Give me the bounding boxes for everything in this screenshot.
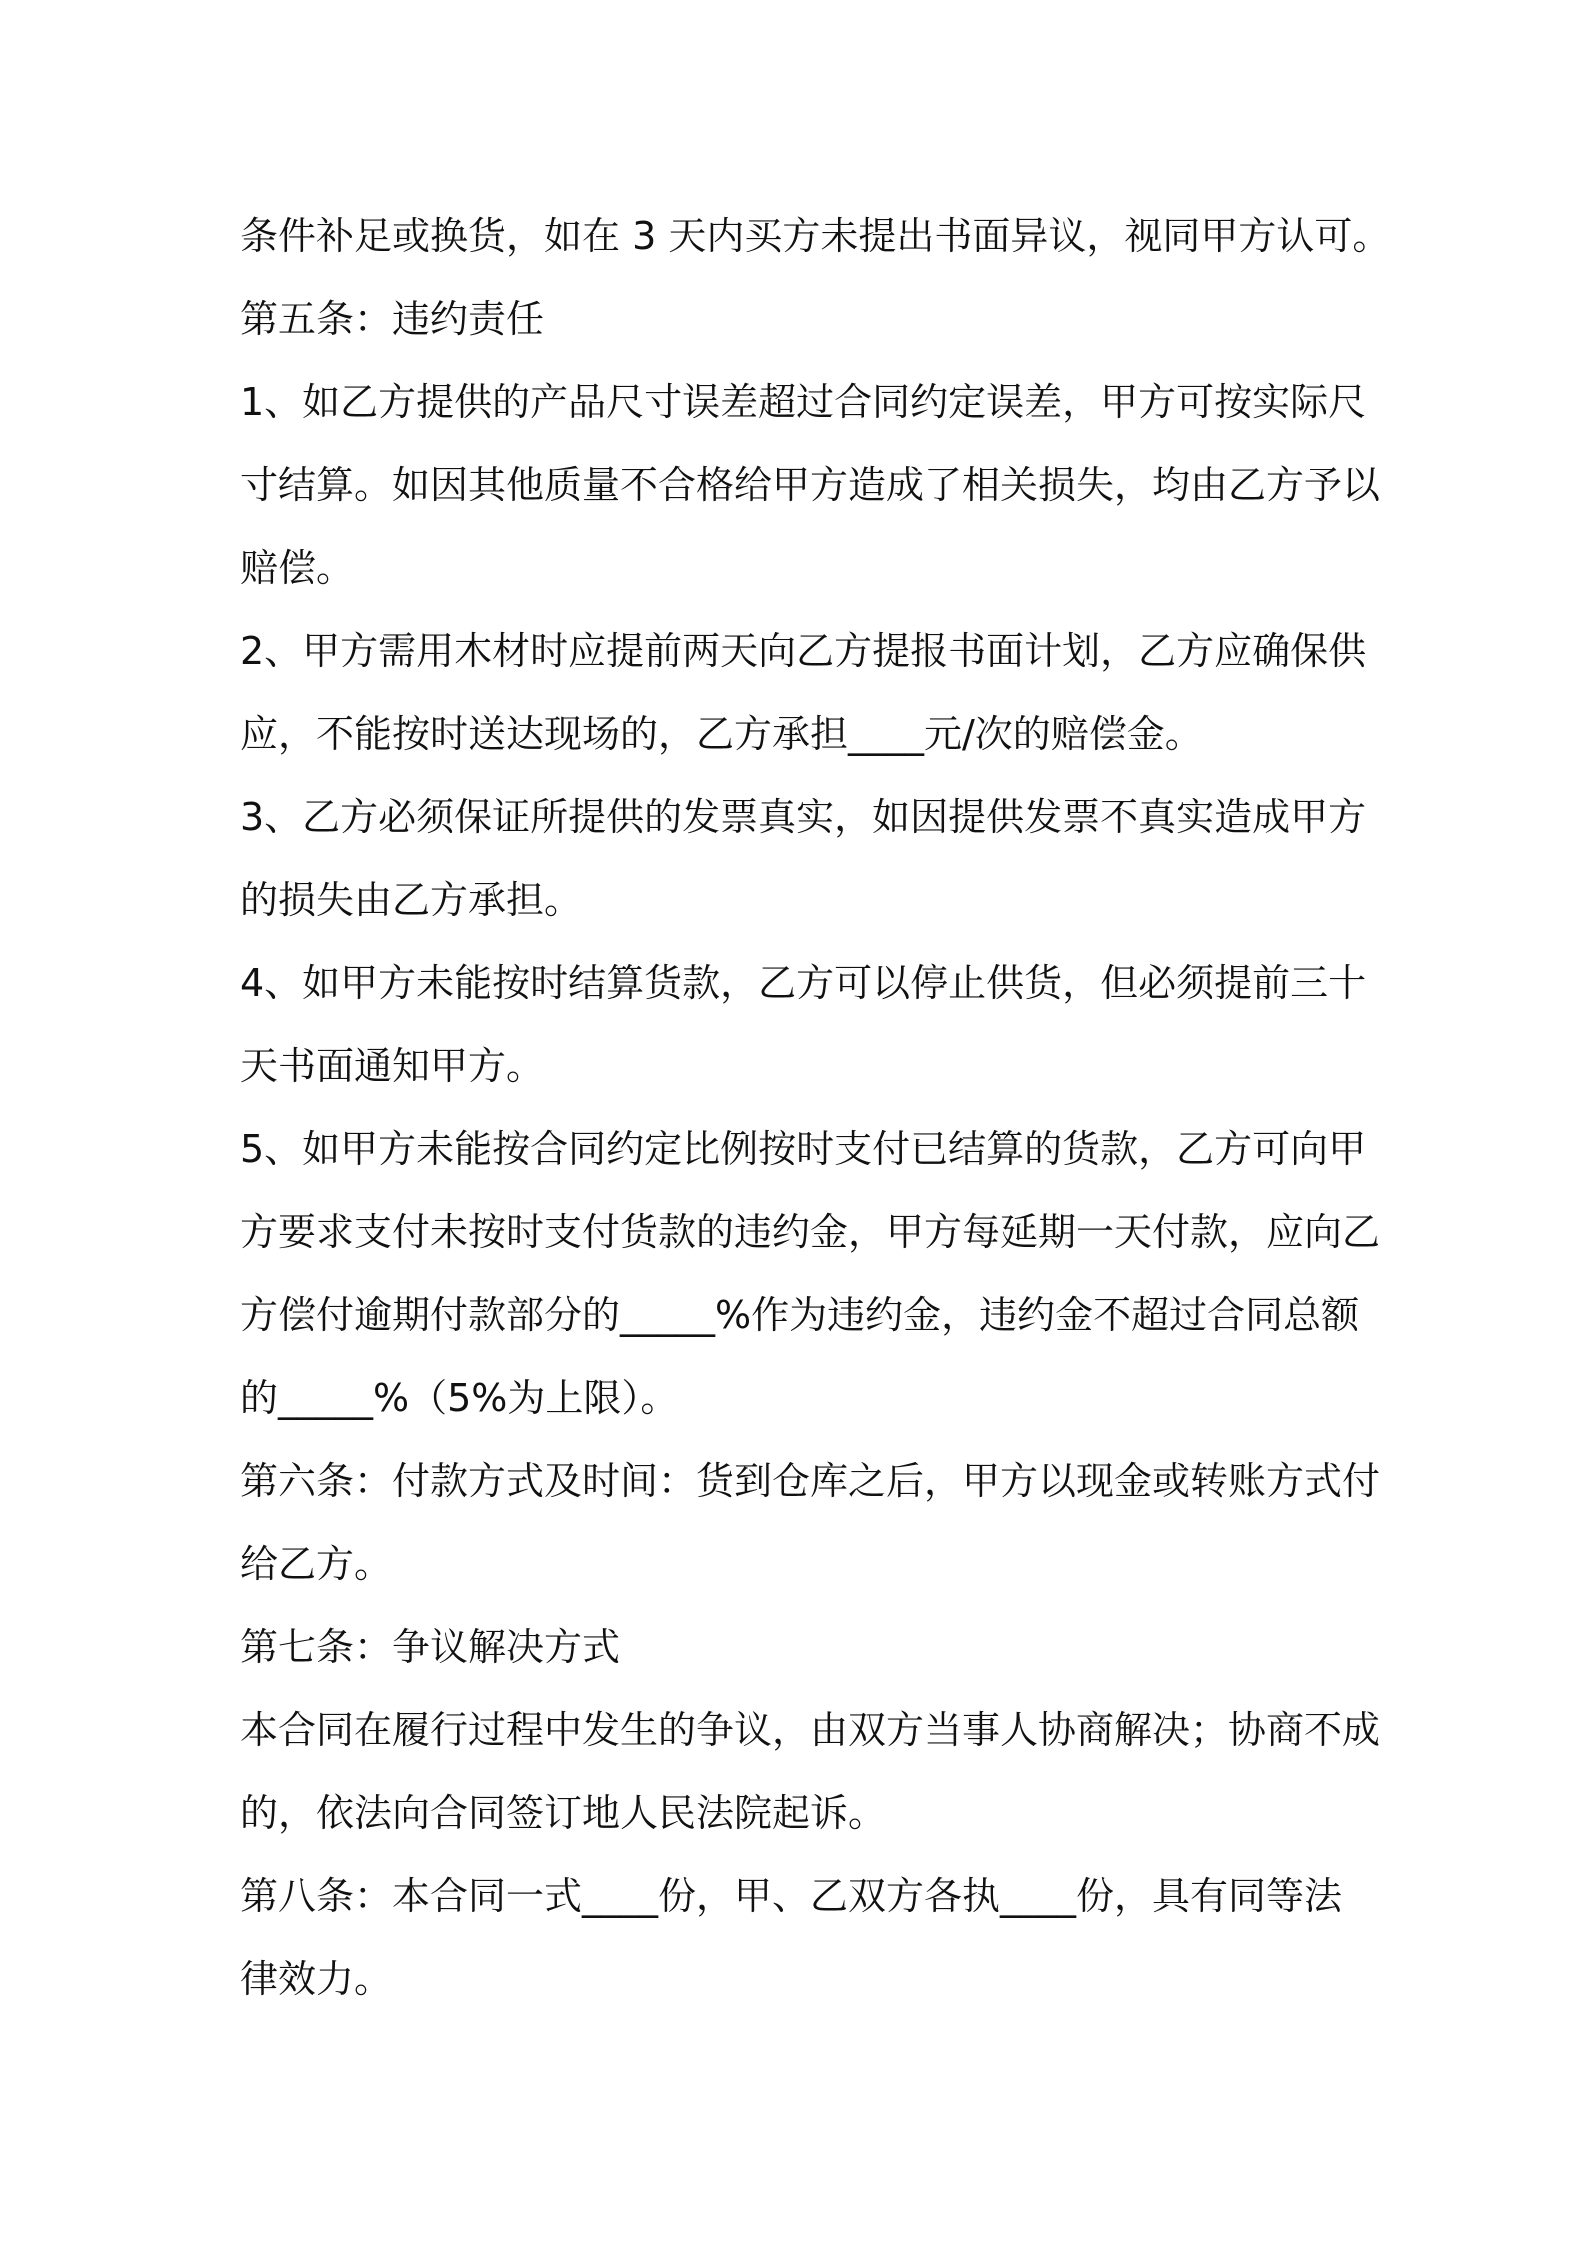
section-heading: 第七条：争议解决方式 (240, 1625, 621, 1669)
section-heading: 第八条：本合同一式____份，甲、乙双方各执____份，具有同等法 (240, 1874, 1343, 1918)
text-line: 的_____%（5%为上限）。 (240, 1376, 679, 1420)
text-line: 赔偿。 (240, 546, 355, 590)
text-line: 应，不能按时送达现场的，乙方承担____元/次的赔偿金。 (240, 712, 1203, 756)
text-line: 寸结算。如因其他质量不合格给甲方造成了相关损失，均由乙方予以 (240, 463, 1381, 507)
text-line: 方要求支付未按时支付货款的违约金，甲方每延期一天付款，应向乙 (240, 1210, 1381, 1254)
text-line: 天书面通知甲方。 (240, 1044, 545, 1088)
text-line: 3、乙方必须保证所提供的发票真实，如因提供发票不真实造成甲方 (240, 795, 1367, 839)
text-line: 1、如乙方提供的产品尺寸误差超过合同约定误差，甲方可按实际尺 (240, 380, 1367, 424)
text-line: 给乙方。 (240, 1542, 393, 1586)
text-line: 律效力。 (240, 1957, 393, 2001)
text-line: 5、如甲方未能按合同约定比例按时支付已结算的货款，乙方可向甲 (240, 1127, 1367, 1171)
text-line: 条件补足或换货，如在 3 天内买方未提出书面异议，视同甲方认可。 (240, 214, 1391, 258)
document-body (240, 195, 1391, 2021)
text-line: 本合同在履行过程中发生的争议，由双方当事人协商解决；协商不成 (240, 1708, 1381, 1752)
text-line: 的，依法向合同签订地人民法院起诉。 (240, 1791, 887, 1835)
section-heading: 第六条：付款方式及时间：货到仓库之后，甲方以现金或转账方式付 (240, 1459, 1381, 1503)
text-line: 2、甲方需用木材时应提前两天向乙方提报书面计划，乙方应确保供 (240, 629, 1367, 673)
text-line: 方偿付逾期付款部分的_____%作为违约金，违约金不超过合同总额 (240, 1293, 1360, 1337)
text-line: 的损失由乙方承担。 (240, 878, 583, 922)
section-heading: 第五条：违约责任 (240, 297, 545, 341)
text-line: 4、如甲方未能按时结算货款，乙方可以停止供货，但必须提前三十 (240, 961, 1367, 1005)
